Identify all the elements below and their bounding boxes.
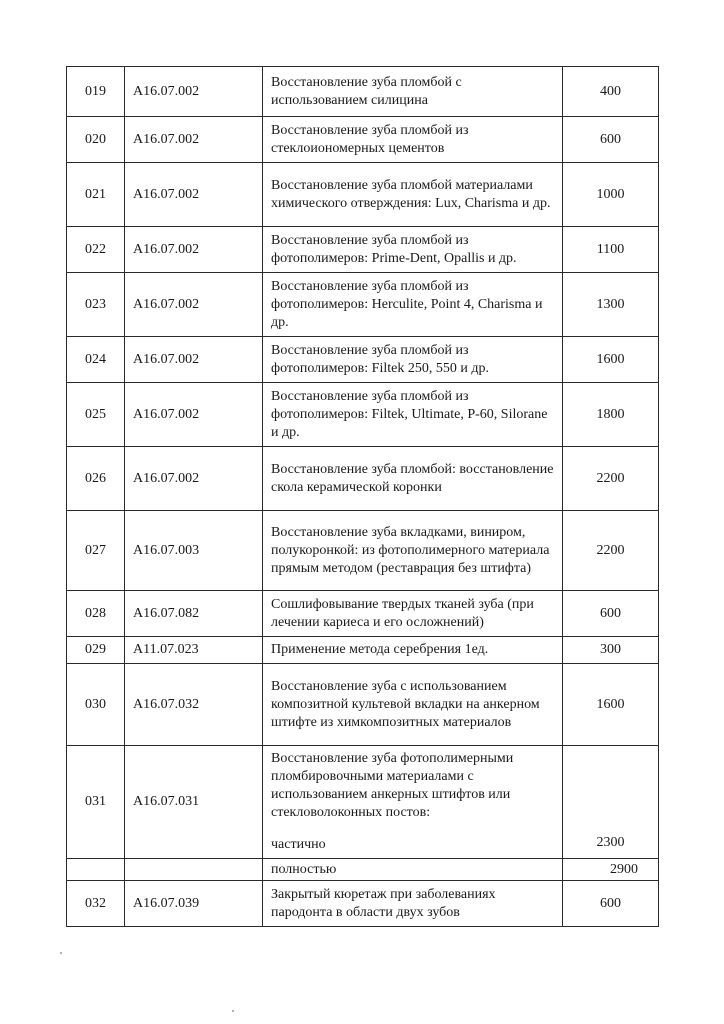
service-number: 028 (67, 591, 125, 637)
service-price: 2200 (563, 447, 659, 511)
service-number: 024 (67, 337, 125, 383)
service-number: 019 (67, 67, 125, 117)
service-code: A16.07.002 (125, 163, 263, 227)
service-description-group (263, 746, 563, 859)
price-table (66, 66, 659, 927)
service-description: Применение метода серебрения 1ед. (263, 637, 563, 664)
service-description: Восстановление зуба фотополимерными пломбировочными материалами с использованием анкерных штифтов или стекловолоконных постов: (271, 751, 514, 820)
sub-option-label: частично (271, 837, 326, 852)
service-price: 1600 (563, 337, 659, 383)
service-number: 029 (67, 637, 125, 664)
service-description: Восстановление зуба с использованием композитной культевой вкладки на анкерном штифте из химкомпозитных материалов (263, 664, 563, 746)
service-description: Восстановление зуба пломбой: восстановление скола керамической коронки (263, 447, 563, 511)
service-price: 2900 (563, 859, 659, 881)
empty-cell (125, 859, 263, 881)
service-description: Восстановление зуба пломбой из фотополимеров: Prime-Dent, Opallis и др. (263, 227, 563, 273)
table-row (67, 227, 659, 273)
scan-speck (232, 1010, 234, 1012)
service-description: Сошлифовывание твердых тканей зуба (при лечении кариеса и его осложнений) (263, 591, 563, 637)
scan-speck (60, 952, 62, 954)
service-number: 027 (67, 511, 125, 591)
table-row (67, 637, 659, 664)
service-number: 022 (67, 227, 125, 273)
empty-cell (67, 859, 125, 881)
table-row (67, 273, 659, 337)
service-price: 600 (563, 591, 659, 637)
service-description: Закрытый кюретаж при заболеваниях пародонта в области двух зубов (263, 881, 563, 927)
service-price: 1800 (563, 383, 659, 447)
service-price: 1000 (563, 163, 659, 227)
service-code: A11.07.023 (125, 637, 263, 664)
service-number: 026 (67, 447, 125, 511)
table-row (67, 881, 659, 927)
table-row (67, 859, 659, 881)
service-number: 030 (67, 664, 125, 746)
table-row (67, 163, 659, 227)
service-number: 021 (67, 163, 125, 227)
table-row (67, 383, 659, 447)
service-price: 400 (563, 67, 659, 117)
service-code: A16.07.002 (125, 227, 263, 273)
service-code: A16.07.002 (125, 383, 263, 447)
service-code: A16.07.082 (125, 591, 263, 637)
service-number: 025 (67, 383, 125, 447)
table-row (67, 67, 659, 117)
service-price: 2200 (563, 511, 659, 591)
table-row (67, 337, 659, 383)
service-code: A16.07.002 (125, 117, 263, 163)
table-row (67, 511, 659, 591)
table-row (67, 664, 659, 746)
service-code: A16.07.003 (125, 511, 263, 591)
service-price: 1100 (563, 227, 659, 273)
table-row (67, 591, 659, 637)
service-description: Восстановление зуба пломбой с использованием силицина (263, 67, 563, 117)
service-price: 1300 (563, 273, 659, 337)
service-number: 031 (67, 746, 125, 859)
service-description: Восстановление зуба вкладками, виниром, полукоронкой: из фотополимерного материала прямым методом (реставрация без штифта) (263, 511, 563, 591)
service-description: Восстановление зуба пломбой из фотополимеров: Filtek, Ultimate, P-60, Silorane и др. (263, 383, 563, 447)
service-code: A16.07.002 (125, 447, 263, 511)
table-row (67, 746, 659, 859)
service-price: 600 (563, 117, 659, 163)
service-code: A16.07.031 (125, 746, 263, 859)
service-price: 600 (563, 881, 659, 927)
service-price: 2300 (563, 746, 659, 859)
service-code: A16.07.002 (125, 67, 263, 117)
service-price: 1600 (563, 664, 659, 746)
service-code: A16.07.032 (125, 664, 263, 746)
service-number: 032 (67, 881, 125, 927)
table-row (67, 117, 659, 163)
service-code: A16.07.002 (125, 337, 263, 383)
service-description: Восстановление зуба пломбой из стеклоиономерных цементов (263, 117, 563, 163)
service-number: 020 (67, 117, 125, 163)
service-description: Восстановление зуба пломбой из фотополимеров: Filtek 250, 550 и др. (263, 337, 563, 383)
service-code: A16.07.039 (125, 881, 263, 927)
service-description: Восстановление зуба пломбой материалами химического отверждения: Lux, Charisma и др. (263, 163, 563, 227)
service-price: 300 (563, 637, 659, 664)
service-code: A16.07.002 (125, 273, 263, 337)
sub-option-label: полностью (263, 859, 563, 881)
service-description: Восстановление зуба пломбой из фотополимеров: Herculite, Point 4, Charisma и др. (263, 273, 563, 337)
table-row (67, 447, 659, 511)
service-number: 023 (67, 273, 125, 337)
